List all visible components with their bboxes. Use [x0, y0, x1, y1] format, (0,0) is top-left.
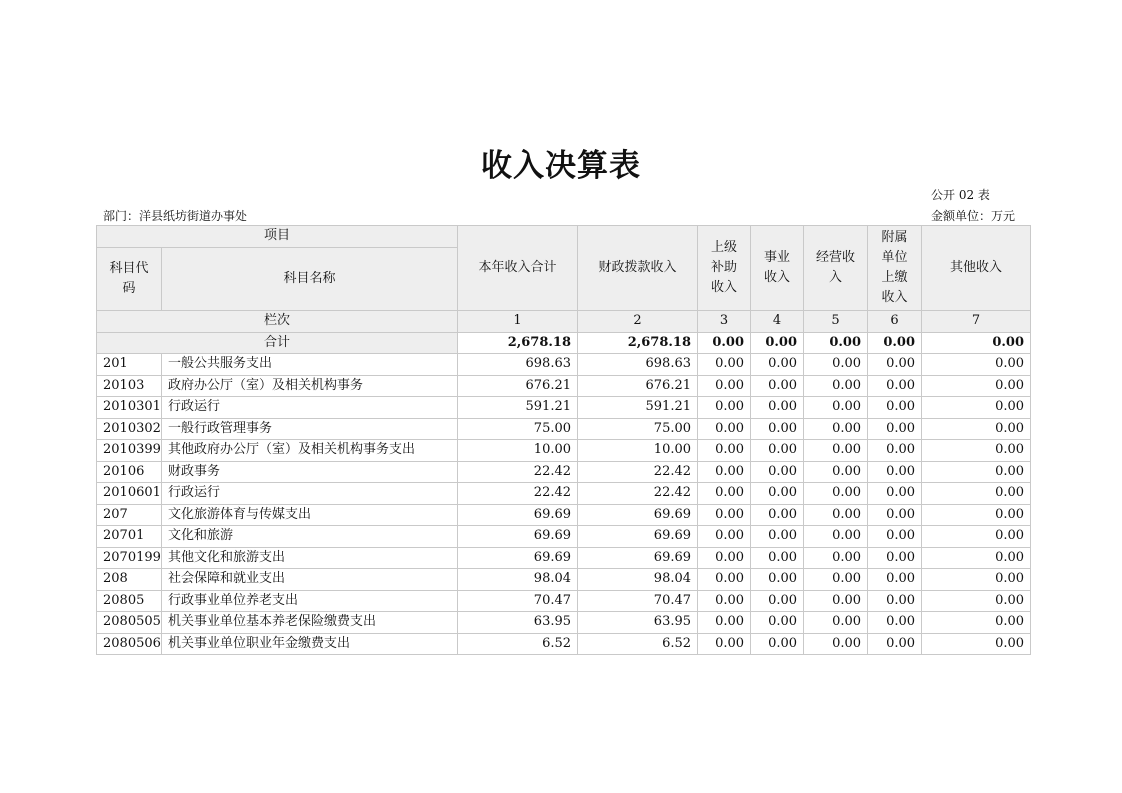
item-group-header: 项目	[97, 226, 458, 248]
column-number: 3	[698, 311, 751, 333]
subject-code-cell: 20805	[97, 590, 162, 612]
total-value: 0.00	[868, 332, 922, 354]
amount-cell: 0.00	[804, 504, 868, 526]
amount-cell: 0.00	[751, 590, 804, 612]
amount-cell: 0.00	[868, 590, 922, 612]
amount-cell: 69.69	[458, 526, 578, 548]
amount-cell: 0.00	[698, 418, 751, 440]
amount-cell: 22.42	[458, 461, 578, 483]
subject-name-cell: 行政运行	[162, 397, 458, 419]
amount-cell: 63.95	[458, 612, 578, 634]
amount-cell: 0.00	[698, 612, 751, 634]
table-row	[97, 375, 1031, 397]
fiscal-appropriation-header: 财政拨款收入	[578, 226, 698, 311]
report-title: 收入决算表	[481, 148, 641, 184]
amount-cell: 0.00	[751, 440, 804, 462]
amount-cell: 591.21	[458, 397, 578, 419]
amount-cell: 0.00	[698, 354, 751, 376]
amount-cell: 0.00	[751, 483, 804, 505]
total-income-header: 本年收入合计	[458, 226, 578, 311]
table-row	[97, 547, 1031, 569]
amount-unit-label: 金额单位：万元	[931, 209, 1016, 223]
amount-cell: 0.00	[804, 633, 868, 655]
column-number: 7	[922, 311, 1031, 333]
amount-cell: 0.00	[751, 461, 804, 483]
amount-cell: 0.00	[751, 526, 804, 548]
column-number: 6	[868, 311, 922, 333]
table-row	[97, 569, 1031, 591]
amount-cell: 0.00	[922, 526, 1031, 548]
column-number: 1	[458, 311, 578, 333]
subject-name-cell: 行政事业单位养老支出	[162, 590, 458, 612]
subject-name-cell: 机关事业单位基本养老保险缴费支出	[162, 612, 458, 634]
subject-code-cell: 201	[97, 354, 162, 376]
amount-cell: 0.00	[868, 461, 922, 483]
amount-cell: 0.00	[698, 483, 751, 505]
table-row	[97, 612, 1031, 634]
amount-cell: 0.00	[698, 526, 751, 548]
income-final-accounts-table	[96, 225, 1031, 655]
amount-cell: 0.00	[868, 375, 922, 397]
column-number-label: 栏次	[97, 311, 458, 333]
amount-cell: 0.00	[868, 354, 922, 376]
subject-name-header: 科目名称	[162, 247, 458, 310]
subject-name-cell: 一般公共服务支出	[162, 354, 458, 376]
table-row	[97, 397, 1031, 419]
table-row	[97, 504, 1031, 526]
amount-cell: 0.00	[922, 375, 1031, 397]
subject-code-cell: 2010302	[97, 418, 162, 440]
table-row	[97, 483, 1031, 505]
subject-code-cell: 2070199	[97, 547, 162, 569]
subject-name-cell: 一般行政管理事务	[162, 418, 458, 440]
amount-cell: 0.00	[751, 547, 804, 569]
amount-cell: 75.00	[578, 418, 698, 440]
other-income-header: 其他收入	[922, 226, 1031, 311]
amount-cell: 0.00	[698, 547, 751, 569]
amount-cell: 0.00	[922, 440, 1031, 462]
subject-code-header: 科目代码	[97, 247, 162, 310]
amount-cell: 0.00	[804, 590, 868, 612]
total-value: 0.00	[698, 332, 751, 354]
amount-cell: 22.42	[578, 483, 698, 505]
subject-name-cell: 财政事务	[162, 461, 458, 483]
amount-cell: 0.00	[804, 418, 868, 440]
amount-cell: 0.00	[922, 418, 1031, 440]
subject-code-cell: 207	[97, 504, 162, 526]
amount-cell: 0.00	[868, 397, 922, 419]
amount-cell: 0.00	[751, 612, 804, 634]
amount-cell: 0.00	[751, 418, 804, 440]
subject-code-cell: 20701	[97, 526, 162, 548]
total-value: 0.00	[751, 332, 804, 354]
amount-cell: 0.00	[804, 397, 868, 419]
amount-cell: 0.00	[804, 526, 868, 548]
amount-cell: 0.00	[804, 569, 868, 591]
amount-cell: 0.00	[751, 354, 804, 376]
table-row	[97, 354, 1031, 376]
amount-cell: 0.00	[868, 418, 922, 440]
amount-cell: 0.00	[922, 354, 1031, 376]
subject-name-cell: 其他政府办公厅（室）及相关机构事务支出	[162, 440, 458, 462]
amount-cell: 0.00	[868, 440, 922, 462]
table-row	[97, 440, 1031, 462]
amount-cell: 69.69	[578, 504, 698, 526]
amount-cell: 0.00	[922, 633, 1031, 655]
amount-cell: 0.00	[751, 375, 804, 397]
amount-cell: 70.47	[578, 590, 698, 612]
amount-cell: 98.04	[458, 569, 578, 591]
amount-cell: 0.00	[804, 375, 868, 397]
amount-cell: 70.47	[458, 590, 578, 612]
amount-cell: 0.00	[804, 354, 868, 376]
amount-cell: 0.00	[698, 590, 751, 612]
amount-cell: 0.00	[804, 612, 868, 634]
amount-cell: 10.00	[458, 440, 578, 462]
column-number: 4	[751, 311, 804, 333]
column-number: 5	[804, 311, 868, 333]
amount-cell: 0.00	[868, 504, 922, 526]
amount-cell: 676.21	[578, 375, 698, 397]
amount-cell: 676.21	[458, 375, 578, 397]
total-row	[97, 332, 1031, 354]
amount-cell: 75.00	[458, 418, 578, 440]
subject-code-cell: 2080506	[97, 633, 162, 655]
amount-cell: 0.00	[751, 397, 804, 419]
operating-income-header: 经营收入	[804, 226, 868, 311]
header-row-1	[97, 226, 1031, 248]
amount-cell: 0.00	[804, 461, 868, 483]
business-income-header: 事业收入	[751, 226, 804, 311]
subject-name-cell: 行政运行	[162, 483, 458, 505]
amount-cell: 0.00	[868, 483, 922, 505]
affiliated-unit-income-header: 附属单位上缴收入	[868, 226, 922, 311]
amount-cell: 0.00	[868, 547, 922, 569]
table-row	[97, 526, 1031, 548]
amount-cell: 0.00	[922, 461, 1031, 483]
subject-code-cell: 20103	[97, 375, 162, 397]
amount-cell: 63.95	[578, 612, 698, 634]
total-value: 0.00	[804, 332, 868, 354]
amount-cell: 0.00	[868, 633, 922, 655]
amount-cell: 698.63	[578, 354, 698, 376]
amount-cell: 6.52	[458, 633, 578, 655]
subject-code-cell: 2010301	[97, 397, 162, 419]
table-row	[97, 633, 1031, 655]
amount-cell: 0.00	[868, 569, 922, 591]
table-row	[97, 590, 1031, 612]
amount-cell: 0.00	[698, 397, 751, 419]
amount-cell: 22.42	[458, 483, 578, 505]
subject-name-cell: 其他文化和旅游支出	[162, 547, 458, 569]
table-row	[97, 461, 1031, 483]
amount-cell: 0.00	[868, 612, 922, 634]
amount-cell: 98.04	[578, 569, 698, 591]
amount-cell: 0.00	[698, 461, 751, 483]
amount-cell: 22.42	[578, 461, 698, 483]
amount-cell: 69.69	[458, 504, 578, 526]
subject-name-cell: 文化旅游体育与传媒支出	[162, 504, 458, 526]
subject-name-cell: 政府办公厅（室）及相关机构事务	[162, 375, 458, 397]
amount-cell: 0.00	[922, 547, 1031, 569]
amount-cell: 0.00	[922, 483, 1031, 505]
amount-cell: 0.00	[922, 397, 1031, 419]
superior-subsidy-header: 上级补助收入	[698, 226, 751, 311]
column-number-row	[97, 311, 1031, 333]
table-row	[97, 418, 1031, 440]
amount-cell: 10.00	[578, 440, 698, 462]
amount-cell: 0.00	[698, 633, 751, 655]
amount-cell: 0.00	[804, 483, 868, 505]
amount-cell: 0.00	[804, 440, 868, 462]
amount-cell: 0.00	[804, 547, 868, 569]
amount-cell: 0.00	[922, 612, 1031, 634]
subject-code-cell: 2080505	[97, 612, 162, 634]
amount-cell: 0.00	[698, 440, 751, 462]
form-code: 公开 02 表	[931, 188, 990, 202]
amount-cell: 69.69	[578, 526, 698, 548]
subject-code-cell: 2010601	[97, 483, 162, 505]
subject-name-cell: 社会保障和就业支出	[162, 569, 458, 591]
total-value: 2,678.18	[578, 332, 698, 354]
subject-code-cell: 2010399	[97, 440, 162, 462]
amount-cell: 0.00	[751, 633, 804, 655]
total-value: 0.00	[922, 332, 1031, 354]
amount-cell: 69.69	[458, 547, 578, 569]
amount-cell: 0.00	[698, 375, 751, 397]
subject-code-cell: 20106	[97, 461, 162, 483]
column-number: 2	[578, 311, 698, 333]
total-value: 2,678.18	[458, 332, 578, 354]
amount-cell: 0.00	[922, 504, 1031, 526]
amount-cell: 0.00	[698, 504, 751, 526]
amount-cell: 698.63	[458, 354, 578, 376]
subject-name-cell: 文化和旅游	[162, 526, 458, 548]
department-label: 部门：洋县纸坊街道办事处	[103, 209, 248, 223]
subject-code-cell: 208	[97, 569, 162, 591]
amount-cell: 0.00	[922, 569, 1031, 591]
total-label: 合计	[97, 332, 458, 354]
amount-cell: 591.21	[578, 397, 698, 419]
amount-cell: 69.69	[578, 547, 698, 569]
amount-cell: 0.00	[868, 526, 922, 548]
amount-cell: 0.00	[751, 569, 804, 591]
amount-cell: 6.52	[578, 633, 698, 655]
amount-cell: 0.00	[751, 504, 804, 526]
amount-cell: 0.00	[698, 569, 751, 591]
amount-cell: 0.00	[922, 590, 1031, 612]
subject-name-cell: 机关事业单位职业年金缴费支出	[162, 633, 458, 655]
